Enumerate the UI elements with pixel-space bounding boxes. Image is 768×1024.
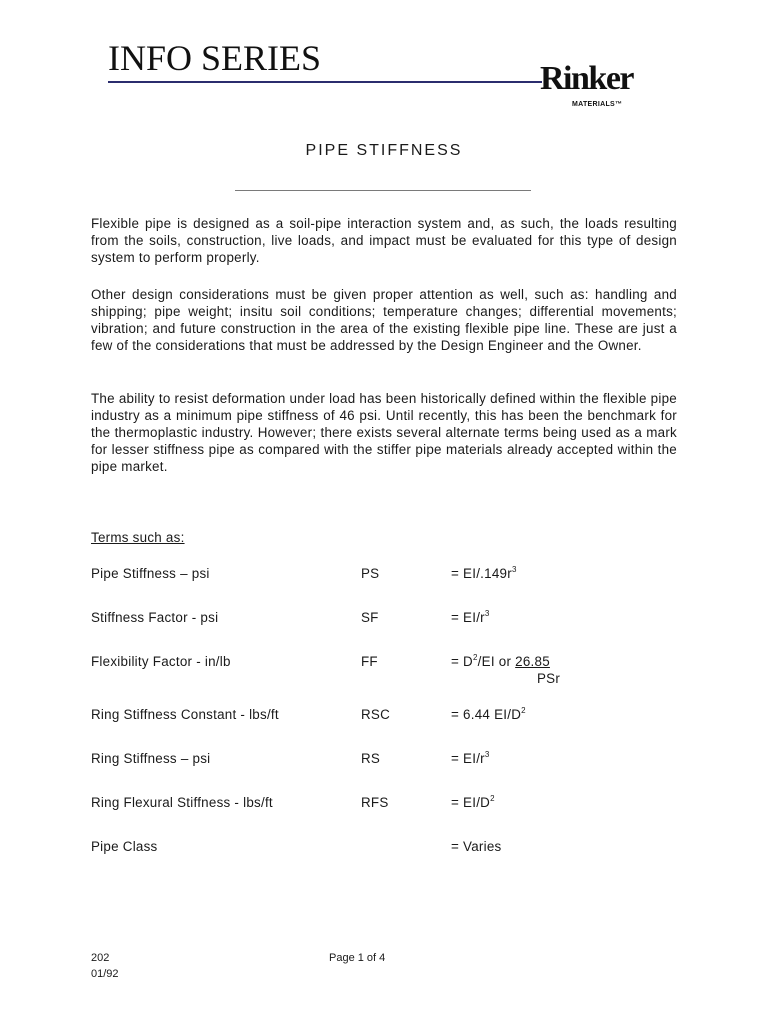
- formula-eq: =: [451, 610, 464, 625]
- term-formula: [451, 839, 502, 854]
- formula-part: D: [463, 654, 473, 669]
- term-formula: [451, 566, 517, 581]
- term-name: Pipe Class: [91, 839, 158, 854]
- term-row-ring-stiffness: [91, 751, 691, 791]
- formula-part: 6.44 EI/D: [463, 707, 522, 722]
- formula-part: EI/r: [463, 751, 485, 766]
- document-title: PIPE STIFFNESS: [305, 142, 463, 159]
- formula-eq: =: [451, 795, 464, 810]
- formula-part: EI/.149r: [463, 566, 512, 581]
- formula-eq: =: [451, 707, 464, 722]
- term-name: Stiffness Factor - psi: [91, 610, 219, 625]
- formula-part: EI/D: [463, 795, 491, 810]
- terms-heading: Terms such as:: [91, 530, 185, 545]
- footer-page-number: Page 1 of 4: [329, 952, 386, 964]
- formula-part: EI/r: [463, 610, 485, 625]
- title-rule: [235, 190, 531, 191]
- term-row-flexibility-factor: [91, 654, 691, 694]
- formula-eq: =: [451, 839, 464, 854]
- term-name: Ring Stiffness Constant - lbs/ft: [91, 707, 279, 722]
- term-row-pipe-stiffness: [91, 566, 691, 606]
- term-formula: [451, 654, 550, 669]
- term-formula: [451, 707, 526, 722]
- term-name: Pipe Stiffness – psi: [91, 566, 210, 581]
- logo-wordmark: Rinker: [540, 60, 633, 97]
- term-abbreviation: RFS: [361, 795, 389, 810]
- logo-subtitle: MATERIALS™: [572, 101, 623, 108]
- formula-eq: =: [451, 566, 464, 581]
- formula-eq: =: [451, 751, 464, 766]
- formula-part: Varies: [463, 839, 502, 854]
- formula-numerator: 26.85: [515, 654, 550, 669]
- term-abbreviation: SF: [361, 610, 379, 625]
- term-row-ring-stiffness-constant: [91, 707, 691, 747]
- term-row-stiffness-factor: [91, 610, 691, 650]
- term-abbreviation: RSC: [361, 707, 391, 722]
- formula-exponent: 2: [521, 706, 526, 715]
- footer-doc-date: 01/92: [91, 968, 119, 980]
- header-rule: [108, 81, 542, 83]
- formula-exponent: 3: [484, 609, 490, 618]
- formula-exponent: 3: [484, 750, 490, 759]
- formula-exponent: 3: [511, 565, 517, 574]
- formula-part: /EI or: [477, 654, 516, 669]
- paragraph-intro: Flexible pipe is designed as a soil-pipe interaction system and, as such, the loads resulting from the soils, construction, live loads, and impact must be evaluated for this type of design system to perform properly.: [91, 216, 677, 265]
- term-name: Flexibility Factor - in/lb: [91, 654, 231, 669]
- formula-denominator: PSr: [537, 671, 561, 686]
- term-abbreviation: FF: [361, 654, 378, 669]
- term-abbreviation: RS: [361, 751, 381, 766]
- term-name: Ring Stiffness – psi: [91, 751, 211, 766]
- footer-doc-info: [91, 950, 119, 982]
- series-title: INFO SERIES: [108, 38, 322, 78]
- term-name: Ring Flexural Stiffness - lbs/ft: [91, 795, 273, 810]
- paragraph-considerations: Other design considerations must be given proper attention as well, such as: handling and shipping; pipe weight; insitu soil conditions; temperature changes; differential movements; vibration; and future construction in the area of the existing flexible pipe line. These are just a few of the considerations that must be addressed by the Design Engineer and the Owner.: [91, 287, 677, 353]
- paragraph-deformation: The ability to resist deformation under load has been historically defined within the flexible pipe industry as a minimum pipe stiffness of 46 psi. Until recently, this has been the benchmark for the thermoplastic industry. However; there exists several alternate terms being used as a mark for lesser stiffness pipe as compared with the stiffer pipe materials already accepted within the pipe market.: [91, 391, 677, 474]
- formula-exponent: 2: [490, 794, 495, 803]
- term-formula: [451, 795, 495, 810]
- formula-eq: =: [451, 654, 464, 669]
- term-row-pipe-class: [91, 839, 691, 879]
- term-formula: [451, 751, 490, 766]
- formula-exponent: 2: [472, 653, 478, 662]
- term-abbreviation: PS: [361, 566, 380, 581]
- term-row-ring-flexural-stiffness: [91, 795, 691, 835]
- footer-doc-number: 202: [91, 952, 110, 964]
- rinker-logo: [540, 62, 656, 118]
- term-formula: [451, 610, 490, 625]
